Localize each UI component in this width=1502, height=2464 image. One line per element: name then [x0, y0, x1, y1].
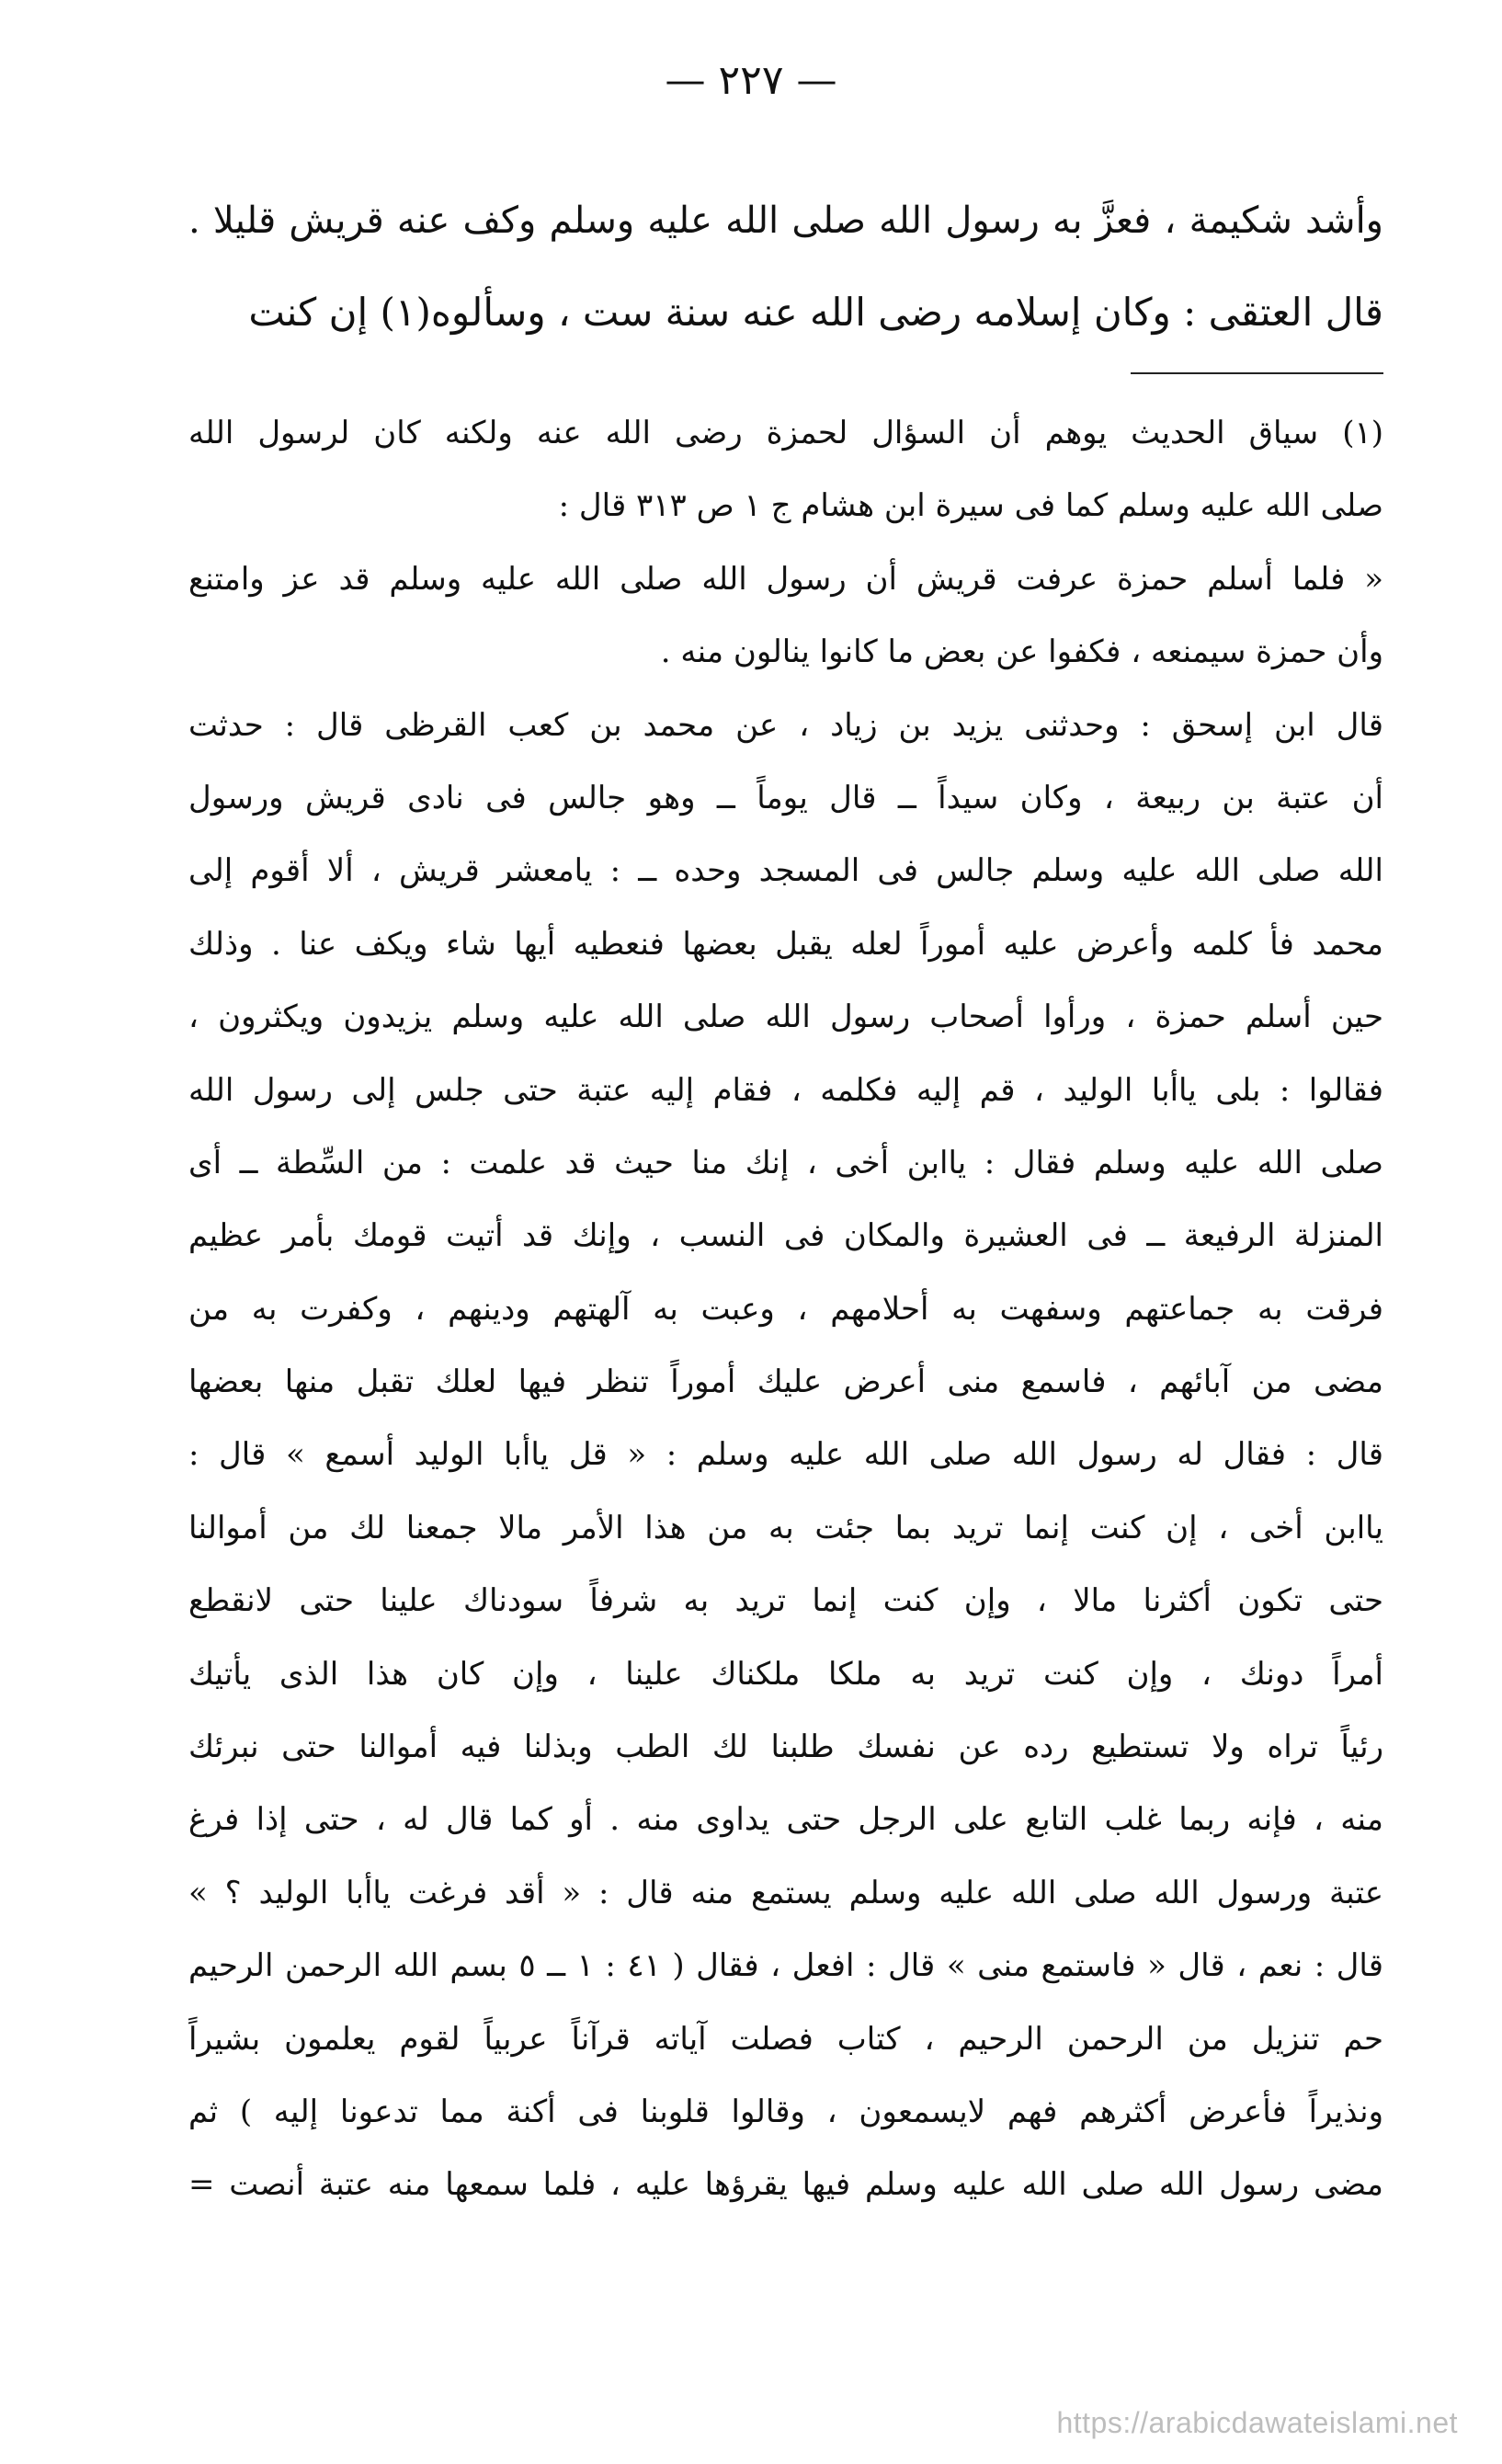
footnote-line: وأن حمزة سيمنعه ، فكفوا عن بعض ما كانوا ينالون منه . [660, 633, 1383, 671]
footnote-line: صلى الله عليه وسلم فقال : ياابن أخى ، إنك منا حيث قد علمت : من السِّطة ــ أى [188, 1144, 1383, 1181]
main-text [188, 175, 1383, 359]
footnote-line: حين أسلم حمزة ، ورأوا أصحاب رسول الله صلى الله عليه وسلم يزيدون ويكثرون ، [188, 998, 1383, 1036]
footnote [188, 397, 1383, 2222]
footnote-line: قال ابن إسحق : وحدثنى يزيد بن زياد ، عن محمد بن كعب القرظى قال : حدثت [188, 706, 1383, 744]
footnote-line: منه ، فإنه ربما غلب التابع على الرجل حتى يداوى منه . أو كما قال له ، حتى إذا فرغ [188, 1801, 1383, 1839]
footnote-line: صلى الله عليه وسلم كما فى سيرة ابن هشام ج ١ ص ٣١٣ قال : [558, 487, 1383, 525]
footnote-line: فرقت به جماعتهم وسفهت به أحلامهم ، وعبت به آلهتهم ودينهم ، وكفرت به من [188, 1290, 1383, 1328]
footnote-line: عتبة ورسول الله صلى الله عليه وسلم يستمع منه قال : « أقد فرغت ياأبا الوليد ؟ » [188, 1874, 1383, 1911]
footnote-line: قال : فقال له رسول الله صلى الله عليه وسلم : « قل ياأبا الوليد أسمع » قال : [188, 1436, 1383, 1474]
footnote-line: أن عتبة بن ربيعة ، وكان سيداً ــ قال يوماً ــ وهو جالس فى نادى قريش ورسول [188, 779, 1383, 816]
footnote-line: « فلما أسلم حمزة عرفت قريش أن رسول الله صلى الله عليه وسلم قد عز وامتنع [188, 560, 1383, 598]
footnote-line: (١) سياق الحديث يوهم أن السؤال لحمزة رضى الله عنه ولكنه كان لرسول الله [188, 415, 1383, 451]
main-text-line: وأشد شكيمة ، فعزَّ به رسول الله صلى الله عليه وسلم وكف عنه قريش قليلا . [188, 200, 1383, 242]
footnote-line: مضى من آبائهم ، فاسمع منى أعرض عليك أموراً تنظر فيها لعلك تقبل منها بعضها [188, 1363, 1383, 1401]
footnote-line: محمد فأ كلمه وأعرض عليه أموراً لعله يقبل بعضها فنعطيه أيها شاء ويكف عنا . وذلك [188, 925, 1383, 963]
page-number: — ٢٢٧ — [665, 57, 837, 104]
watermark-url: https://arabicdawateislami.net [1056, 2406, 1458, 2439]
footnote-line: رئياً تراه ولا تستطيع رده عن نفسك طلبنا لك الطب وبذلنا فيه أموالنا حتى نبرئك [188, 1728, 1383, 1766]
main-text-line: قال العتقى : وكان إسلامه رضى الله عنه سنة ست ، وسألوه(١) إن كنت [248, 290, 1383, 335]
footnote-line: ونذيراً فأعرض أكثرهم فهم لايسمعون ، وقالوا قلوبنا فى أكنة مما تدعونا إليه ) ثم [188, 2093, 1383, 2130]
footnote-line: حم تنزيل من الرحمن الرحيم ، كتاب فصلت آياته قرآناً عربياً لقوم يعلمون بشيراً [188, 2020, 1383, 2058]
footnote-line: قال : نعم ، قال « فاستمع منى » قال : افعل ، فقال ( ٤١ : ١ ــ ٥ بسم الله الرحمن الرحيم [188, 1947, 1383, 1985]
footnote-line: فقالوا : بلى ياأبا الوليد ، قم إليه فكلمه ، فقام إليه عتبة حتى جلس إلى رسول الله [188, 1071, 1383, 1109]
footnote-line: حتى تكون أكثرنا مالا ، وإن كنت إنما تريد به شرفاً سودناك علينا حتى لانقطع [188, 1582, 1383, 1620]
footnote-line: أمراً دونك ، وإن كنت تريد به ملكا ملكناك علينا ، وإن كان هذا الذى يأتيك [188, 1655, 1383, 1693]
footnote-line: المنزلة الرفيعة ــ فى العشيرة والمكان فى النسب ، وإنك قد أتيت قومك بأمر عظيم [188, 1217, 1383, 1255]
footnote-line: الله صلى الله عليه وسلم جالس فى المسجد وحده ــ : يامعشر قريش ، ألا أقوم إلى [188, 852, 1383, 890]
footnote-divider [1131, 372, 1383, 374]
footnote-line: مضى رسول الله صلى الله عليه وسلم فيها يقرؤها عليه ، فلما سمعها منه عتبة أنصت = [188, 2166, 1383, 2204]
footnote-line: ياابن أخى ، إن كنت إنما تريد بما جئت به من هذا الأمر مالا جمعنا لك من أموالنا [188, 1509, 1383, 1546]
